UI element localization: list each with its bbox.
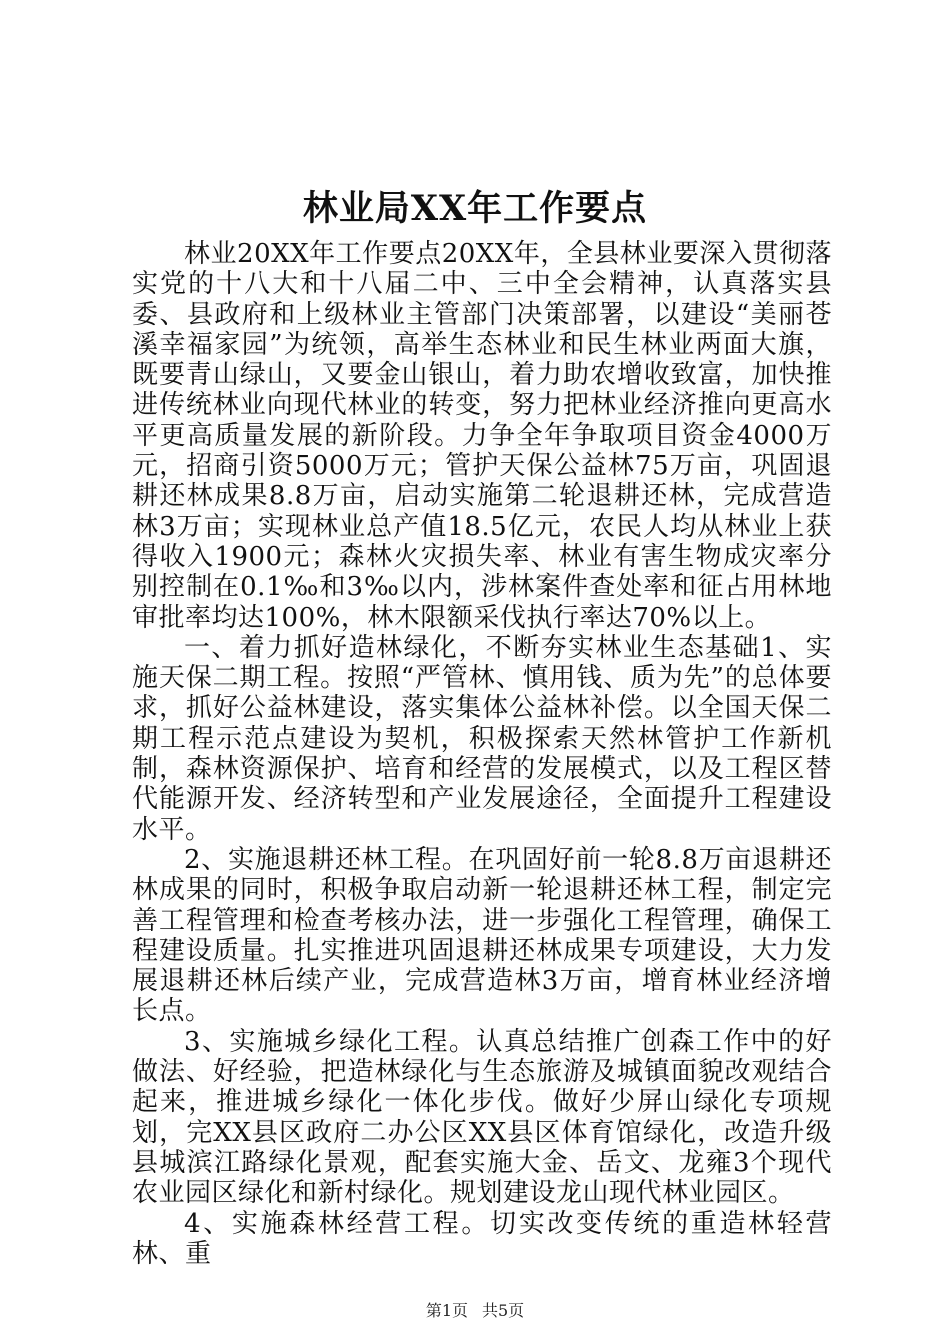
document-body: [132, 239, 832, 1269]
paragraph-section-2: 2、实施退耕还林工程。在巩固好前一轮8.8万亩退耕还林成果的同时，积极争取启动新一轮退耕还林工程，制定完善工程管理和检查考核办法，进一步强化工程管理，确保工程建设质量。扎实推进巩固退耕还林成果专项建设，大力发展退耕还林后续产业，完成营造林3万亩，增育林业经济增长点。: [132, 844, 832, 1027]
paragraph-section-4: 4、实施森林经营工程。切实改变传统的重造林轻营林、重: [132, 1208, 832, 1269]
page-number: 第1页: [425, 1301, 468, 1320]
document-title: 林业局XX年工作要点: [302, 188, 648, 229]
page-total: 共5页: [482, 1301, 525, 1320]
paragraph-section-1: 一、着力抓好造林绿化，不断夯实林业生态基础1、实施天保二期工程。按照“严管林、慎用钱、质为先”的总体要求，抓好公益林建设，落实集体公益林补偿。以全国天保二期工程示范点建设为契机，积极探索天然林管护工作新机制，森林资源保护、培育和经营的发展模式，以及工程区替代能源开发、经济转型和产业发展途径，全面提升工程建设水平。: [132, 632, 832, 845]
paragraph-section-3: 3、实施城乡绿化工程。认真总结推广创森工作中的好做法、好经验，把造林绿化与生态旅游及城镇面貌改观结合起来，推进城乡绿化一体化步伐。做好少屏山绿化专项规划，完XX县区政府二办公区XX县区体育馆绿化，改造升级县城滨江路绿化景观，配套实施大金、岳文、龙雍3个现代农业园区绿化和新村绿化。规划建设龙山现代林业园区。: [132, 1026, 832, 1209]
page-footer: [0, 1300, 950, 1322]
paragraph-intro: 林业20XX年工作要点20XX年，全县林业要深入贯彻落实党的十八大和十八届二中、三中全会精神，认真落实县委、县政府和上级林业主管部门决策部署，以建设“美丽苍溪幸福家园”为统领，高举生态林业和民生林业两面大旗，既要青山绿山，又要金山银山，着力助农增收致富，加快推进传统林业向现代林业的转变，努力把林业经济推向更高水平更高质量发展的新阶段。力争全年争取项目资金4000万元，招商引资5000万元；管护天保公益林75万亩，巩固退耕还林成果8.8万亩，启动实施第二轮退耕还林，完成营造林3万亩；实现林业总产值18.5亿元，农民人均从林业上获得收入1900元；森林火灾损失率、林业有害生物成灾率分别控制在0.1‰和3‰以内，涉林案件查处率和征占用林地审批率均达100%，林木限额采伐执行率达70%以上。: [132, 239, 832, 633]
